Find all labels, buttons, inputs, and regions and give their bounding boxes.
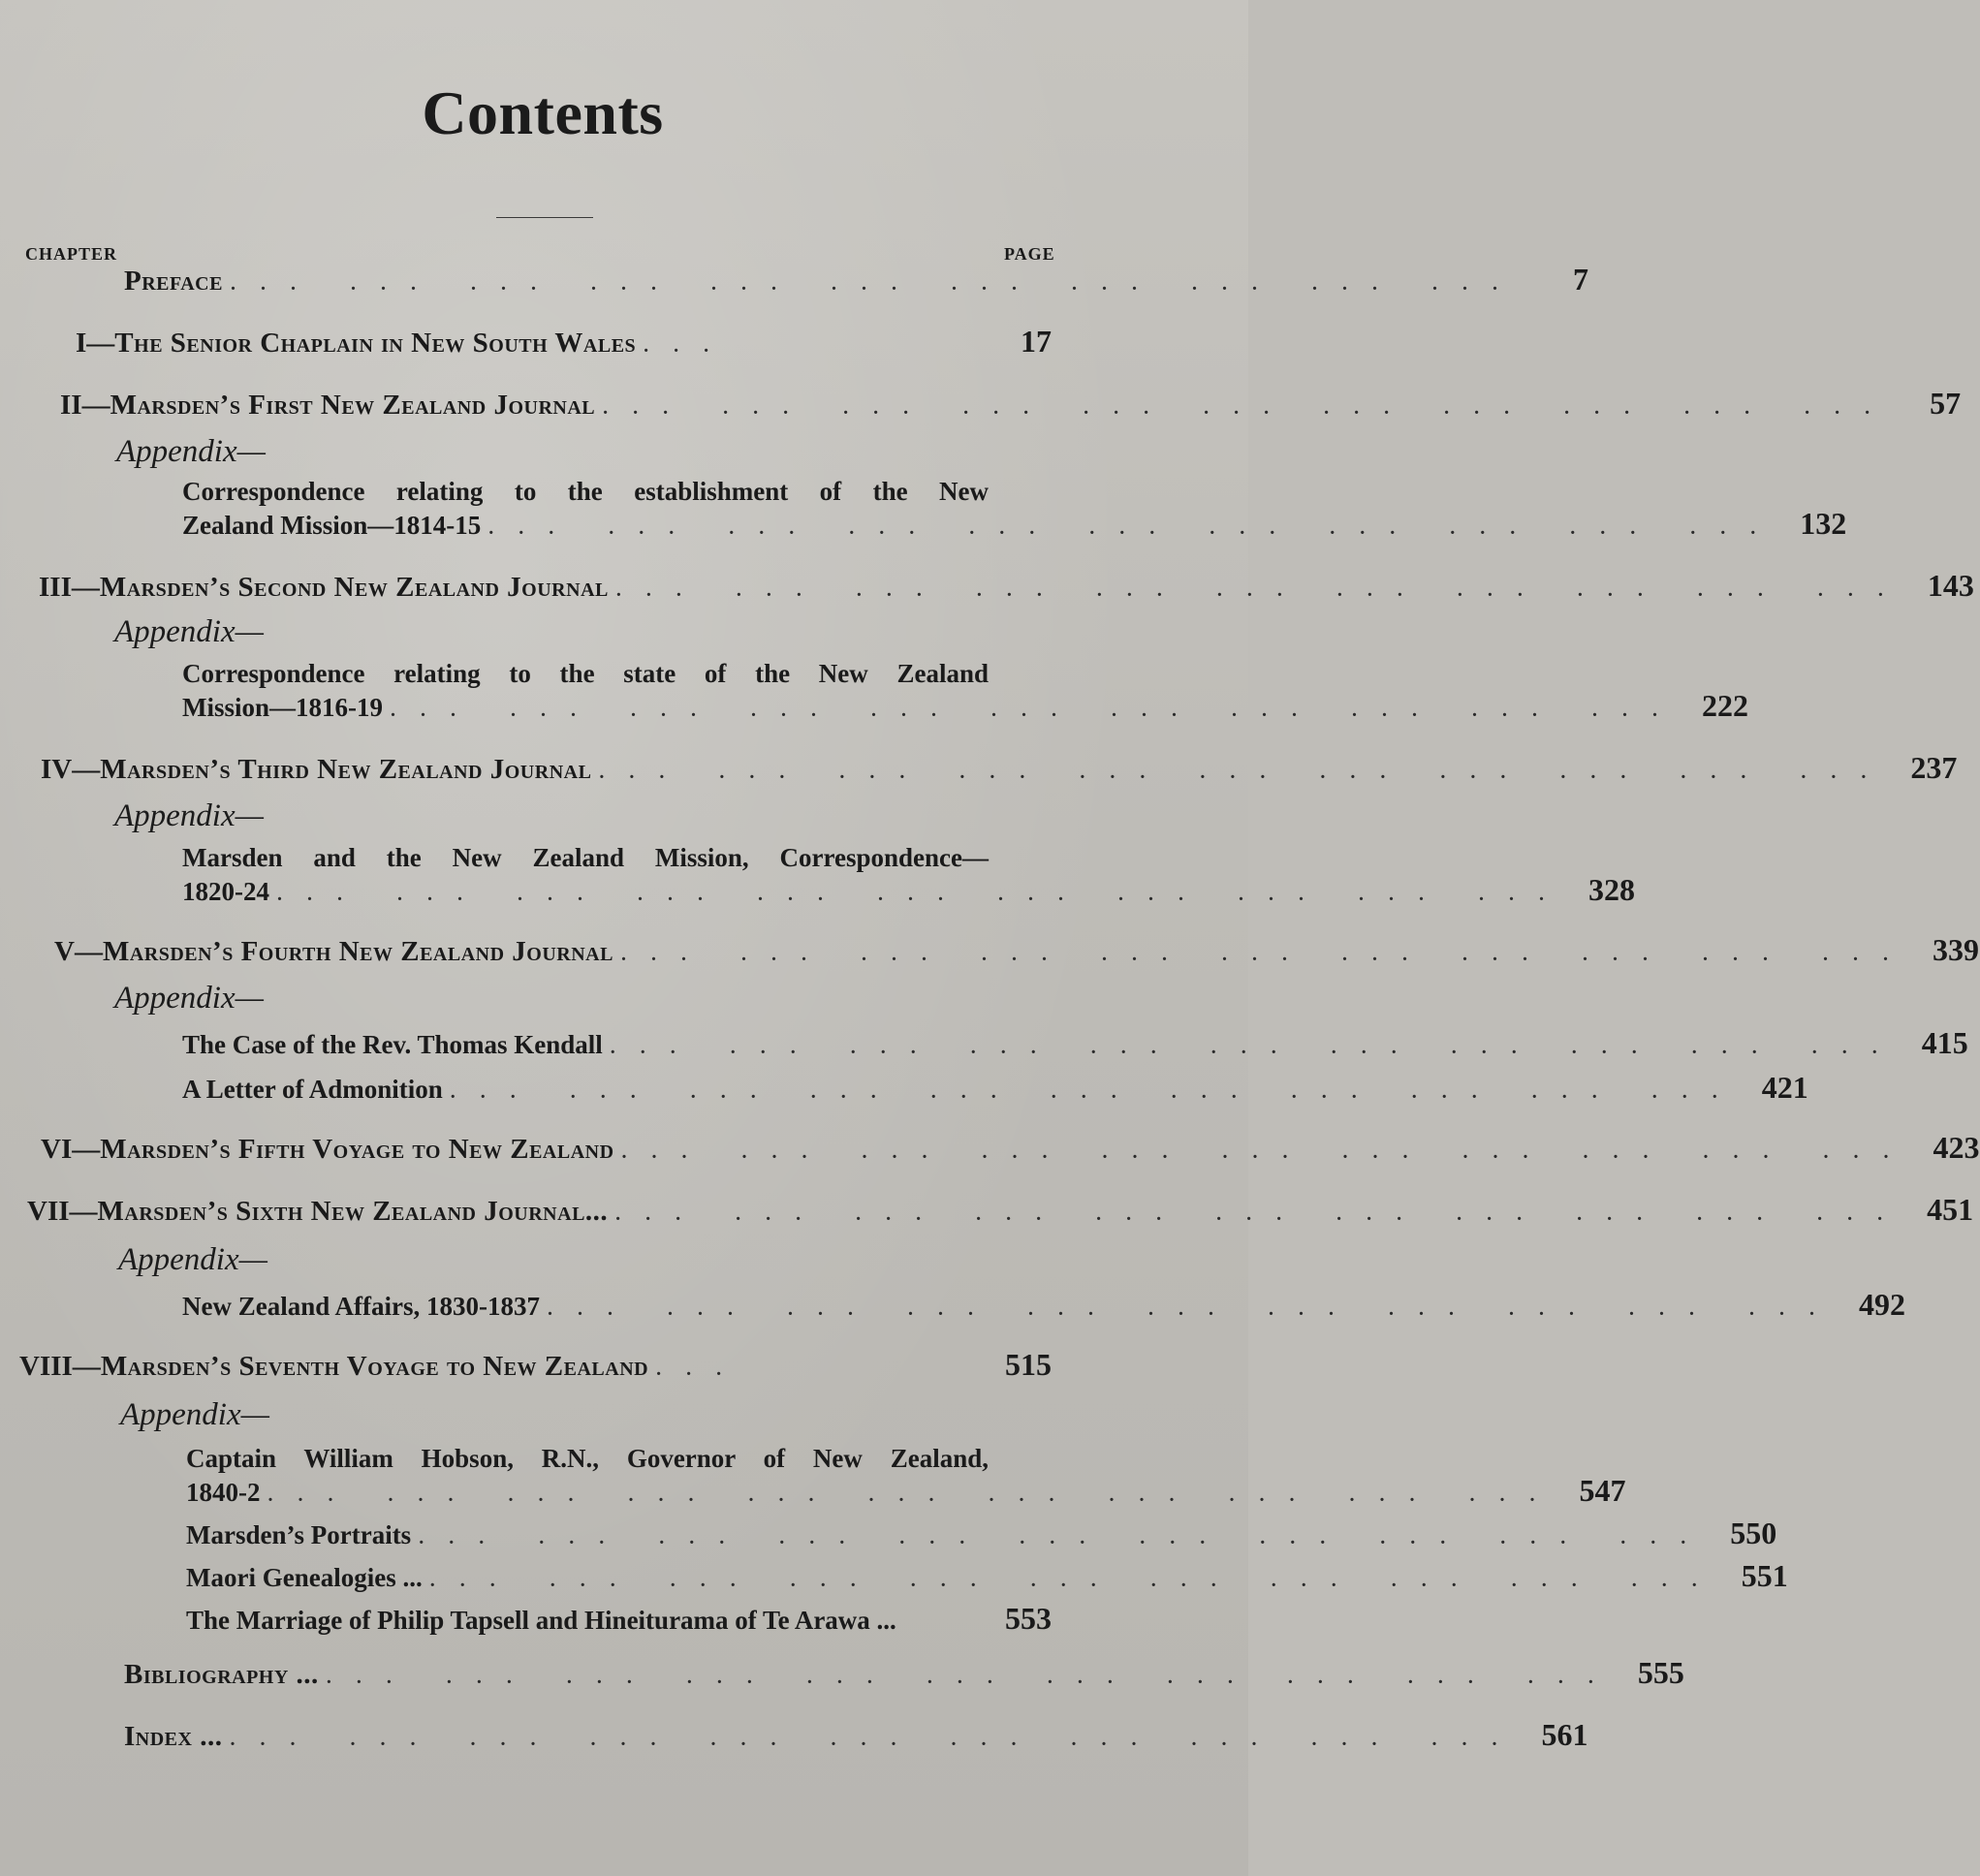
toc-page-number: 451 (1927, 1192, 1974, 1227)
chapter-title: Marsden’s Seventh Voyage to New Zealand (100, 1351, 649, 1382)
title-rule (496, 217, 593, 218)
appendix-entry-text: Mission—1816-19 (182, 693, 384, 722)
appendix-entry-text: Maori Genealogies ... (186, 1563, 423, 1592)
leader-dots: ... ... ... ... ... ... ... ... ... ... ... (230, 273, 1523, 295)
chapter-number: IV— (41, 754, 101, 785)
toc-entry-chapter-5 (54, 932, 1979, 968)
chapter-number: VIII— (19, 1351, 101, 1382)
toc-page-number: 547 (1579, 1473, 1626, 1508)
appendix-entry-text: Correspondence relating to the state of the New Zealand (182, 659, 989, 688)
leader-dots: ... ... ... ... ... ... ... ... ... ... ... (277, 884, 1569, 905)
appendix-entry-text: 1840-2 (186, 1478, 261, 1507)
toc-entry-index (124, 1717, 1588, 1753)
appendix-label: Appendix— (118, 1242, 267, 1277)
toc-page-number: 550 (1730, 1516, 1777, 1550)
leader-dots: ... ... ... ... ... ... ... ... ... ... ... (610, 1037, 1902, 1058)
toc-entry-appendix (182, 506, 1847, 542)
toc-entry-title: Preface (124, 266, 223, 297)
leader-dots: ... ... ... ... ... ... ... ... ... ... ... (326, 1667, 1619, 1688)
toc-entry-chapter-6 (41, 1130, 1980, 1166)
leader-dots: ... ... ... ... ... ... ... ... ... ... ... (620, 944, 1913, 965)
appendix-label: Appendix— (114, 614, 264, 649)
toc-entry-appendix (186, 1601, 1052, 1637)
appendix-label: Appendix— (116, 434, 266, 469)
appendix-entry-text: Zealand Mission—1814-15 (182, 511, 482, 540)
appendix-entry-text: Marsden’s Portraits (186, 1520, 412, 1549)
toc-entry-chapter-1 (76, 324, 1052, 360)
toc-entry-appendix (182, 872, 1635, 908)
chapter-number: V— (54, 936, 103, 967)
leader-dots: ... ... ... ... ... ... ... ... ... ... ... (450, 1081, 1743, 1103)
chapter-title: The Senior Chaplain in New South Wales (114, 328, 637, 359)
toc-entry-appendix (186, 1516, 1777, 1551)
toc-page-number: 553 (1005, 1601, 1052, 1636)
chapter-title: Marsden’s Second New Zealand Journal (99, 572, 609, 603)
chapter-title: Marsden’s Third New Zealand Journal (100, 754, 592, 785)
chapter-number: VII— (27, 1196, 98, 1227)
leader-dots: ... ... ... ... ... ... ... ... ... ... ... (599, 762, 1892, 783)
appendix-label: Appendix— (120, 1397, 269, 1432)
chapter-number: III— (39, 572, 100, 603)
toc-entry-bibliography (124, 1655, 1684, 1691)
toc-page-number: 132 (1800, 506, 1847, 541)
toc-page-number: 57 (1930, 386, 1962, 421)
appendix-entry-text: A Letter of Admonition (182, 1075, 443, 1104)
toc-page-number: 17 (1021, 324, 1052, 359)
toc-page-number: 423 (1933, 1130, 1980, 1165)
toc-page-number: 421 (1761, 1070, 1808, 1105)
page-title: Contents (422, 78, 664, 147)
toc-page-number: 222 (1702, 688, 1749, 723)
appendix-entry-text: Marsden and the New Zealand Mission, Correspondence— (182, 843, 989, 872)
leader-dots: ... ... ... ... ... ... ... ... ... ... ... (488, 517, 1781, 539)
leader-dots: ... ... ... ... ... ... ... ... ... ... ... (391, 700, 1683, 721)
leader-dots: ... ... ... ... ... ... ... ... ... ... ... (267, 1485, 1560, 1506)
chapter-number: I— (76, 328, 115, 359)
chapter-title: Marsden’s First New Zealand Journal (110, 390, 596, 421)
toc-entry-chapter-2 (60, 386, 1962, 422)
toc-entry-appendix (182, 1287, 1905, 1323)
appendix-entry-text: The Marriage of Philip Tapsell and Hineiturama of Te Arawa ... (186, 1606, 896, 1635)
toc-entry-chapter-3 (39, 568, 1974, 604)
toc-page-number: 237 (1910, 750, 1958, 785)
toc-entry-chapter-4 (41, 750, 1958, 786)
toc-entry-preface (124, 262, 1588, 297)
leader-dots: ... ... ... ... ... ... ... ... ... ... ... (603, 397, 1896, 419)
leader-dots: ... ... ... ... ... ... ... ... ... ... ... (419, 1527, 1712, 1548)
appendix-entry-text: 1820-24 (182, 877, 269, 906)
leader-dots: ... ... ... ... ... ... ... ... ... ... ... (547, 1298, 1839, 1320)
chapter-number: VI— (41, 1134, 101, 1165)
leader-dots: ... ... ... ... ... ... ... ... ... ... ... (230, 1729, 1523, 1750)
appendix-entry-text: The Case of the Rev. Thomas Kendall (182, 1030, 603, 1059)
leader-dots: ... ... ... ... ... ... ... ... ... ... ... (621, 1141, 1914, 1163)
toc-entry-title: Bibliography ... (124, 1659, 319, 1690)
toc-page-number: 328 (1588, 872, 1635, 907)
toc-page-number: 515 (1005, 1347, 1052, 1382)
toc-page-number: 339 (1932, 932, 1979, 967)
toc-page-number: 492 (1858, 1287, 1905, 1322)
toc-page-number: 415 (1921, 1025, 1968, 1060)
leader-dots: ... (656, 1359, 747, 1380)
toc-page-number: 7 (1572, 262, 1588, 297)
toc-entry-appendix (182, 1025, 1968, 1061)
toc-entry-appendix (182, 688, 1749, 724)
leader-dots: ... ... ... ... ... ... ... ... ... ... ... (615, 1204, 1908, 1225)
toc-page-number: 561 (1541, 1717, 1588, 1752)
chapter-title: Marsden’s Fourth New Zealand Journal (102, 936, 613, 967)
toc-entry-appendix (182, 1070, 1808, 1106)
appendix-label: Appendix— (114, 798, 264, 833)
toc-entry-appendix (186, 1473, 1626, 1509)
chapter-number: II— (60, 390, 110, 421)
leader-dots: ... ... ... ... ... ... ... ... ... ... ... (615, 579, 1908, 601)
page-column-header: PAGE (1004, 244, 1055, 264)
appendix-entry-text: Correspondence relating to the establishment of the New (182, 477, 989, 506)
toc-page-number: 551 (1741, 1558, 1788, 1593)
toc-entry-title: Index ... (124, 1721, 223, 1752)
toc-page-number: 555 (1637, 1655, 1684, 1690)
leader-dots: ... ... ... ... ... ... ... ... ... ... ... (429, 1570, 1722, 1591)
appendix-label: Appendix— (114, 981, 264, 1016)
leader-dots: ... (644, 335, 735, 357)
toc-page-number: 143 (1927, 568, 1974, 603)
appendix-entry-text: Captain William Hobson, R.N., Governor of New Zealand, (186, 1444, 989, 1473)
chapter-column-header: CHAPTER (25, 244, 118, 264)
toc-entry-chapter-7 (27, 1192, 1974, 1228)
toc-entry-appendix (186, 1558, 1788, 1594)
appendix-entry-text: New Zealand Affairs, 1830-1837 (182, 1292, 540, 1321)
chapter-title: Marsden’s Sixth New Zealand Journal... (97, 1196, 609, 1227)
toc-entry-chapter-8 (19, 1347, 1052, 1383)
chapter-title: Marsden’s Fifth Voyage to New Zealand (100, 1134, 614, 1165)
